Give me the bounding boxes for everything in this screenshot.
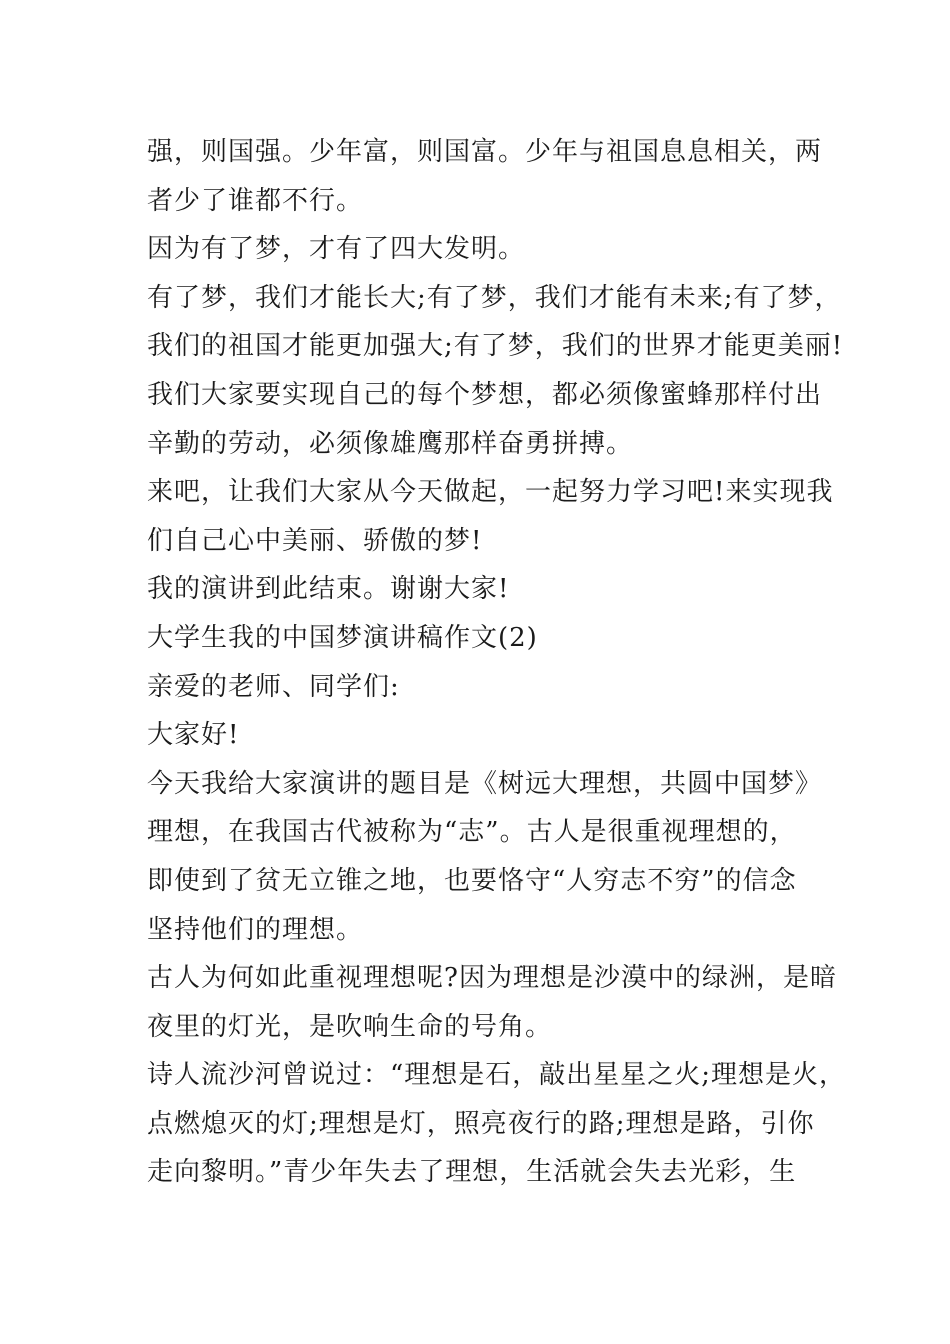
text-line: 今天我给大家演讲的题目是《树远大理想，共圆中国梦》 [147,768,823,799]
text-line: 夜里的灯光，是吹响生命的号角。 [147,1011,553,1042]
text-line: 我们的祖国才能更加强大;有了梦，我们的世界才能更美丽! [147,331,844,362]
text-line: 因为有了梦，才有了四大发明。 [147,234,526,265]
text-line: 古人为何如此重视理想呢?因为理想是沙漠中的绿洲，是暗 [147,963,837,994]
text-line: 诗人流沙河曾说过：“理想是石，敲出星星之火;理想是火， [147,1060,847,1091]
text-line: 辛勤的劳动，必须像雄鹰那样奋勇拼搏。 [147,428,634,459]
text-line: 我的演讲到此结束。谢谢大家! [147,574,510,605]
text-line: 亲爱的老师、同学们: [147,671,400,702]
text-line: 走向黎明。”青少年失去了理想，生活就会失去光彩，生 [147,1157,797,1188]
text-line: 点燃熄灭的灯;理想是灯，照亮夜行的路;理想是路，引你 [147,1108,815,1139]
text-line: 我们大家要实现自己的每个梦想，都必须像蜜蜂那样付出 [147,379,823,410]
text-line: 有了梦，我们才能长大;有了梦，我们才能有未来;有了梦， [147,282,842,313]
text-line: 来吧，让我们大家从今天做起，一起努力学习吧!来实现我 [147,477,834,508]
text-line: 强，则国强。少年富，则国富。少年与祖国息息相关，两 [147,137,823,167]
text-line: 理想，在我国古代被称为“志”。古人是很重视理想的， [147,817,797,848]
document-body [147,128,847,1197]
text-line: 者少了谁都不行。 [147,185,364,216]
text-line: 即使到了贫无立锥之地，也要恪守“人穷志不穷”的信念 [147,865,797,896]
text-line: 们自己心中美丽、骄傲的梦! [147,525,483,556]
text-line: 大家好! [147,720,240,751]
section-title: 大学生我的中国梦演讲稿作文(2) [147,622,538,653]
text-line: 坚持他们的理想。 [147,914,364,945]
